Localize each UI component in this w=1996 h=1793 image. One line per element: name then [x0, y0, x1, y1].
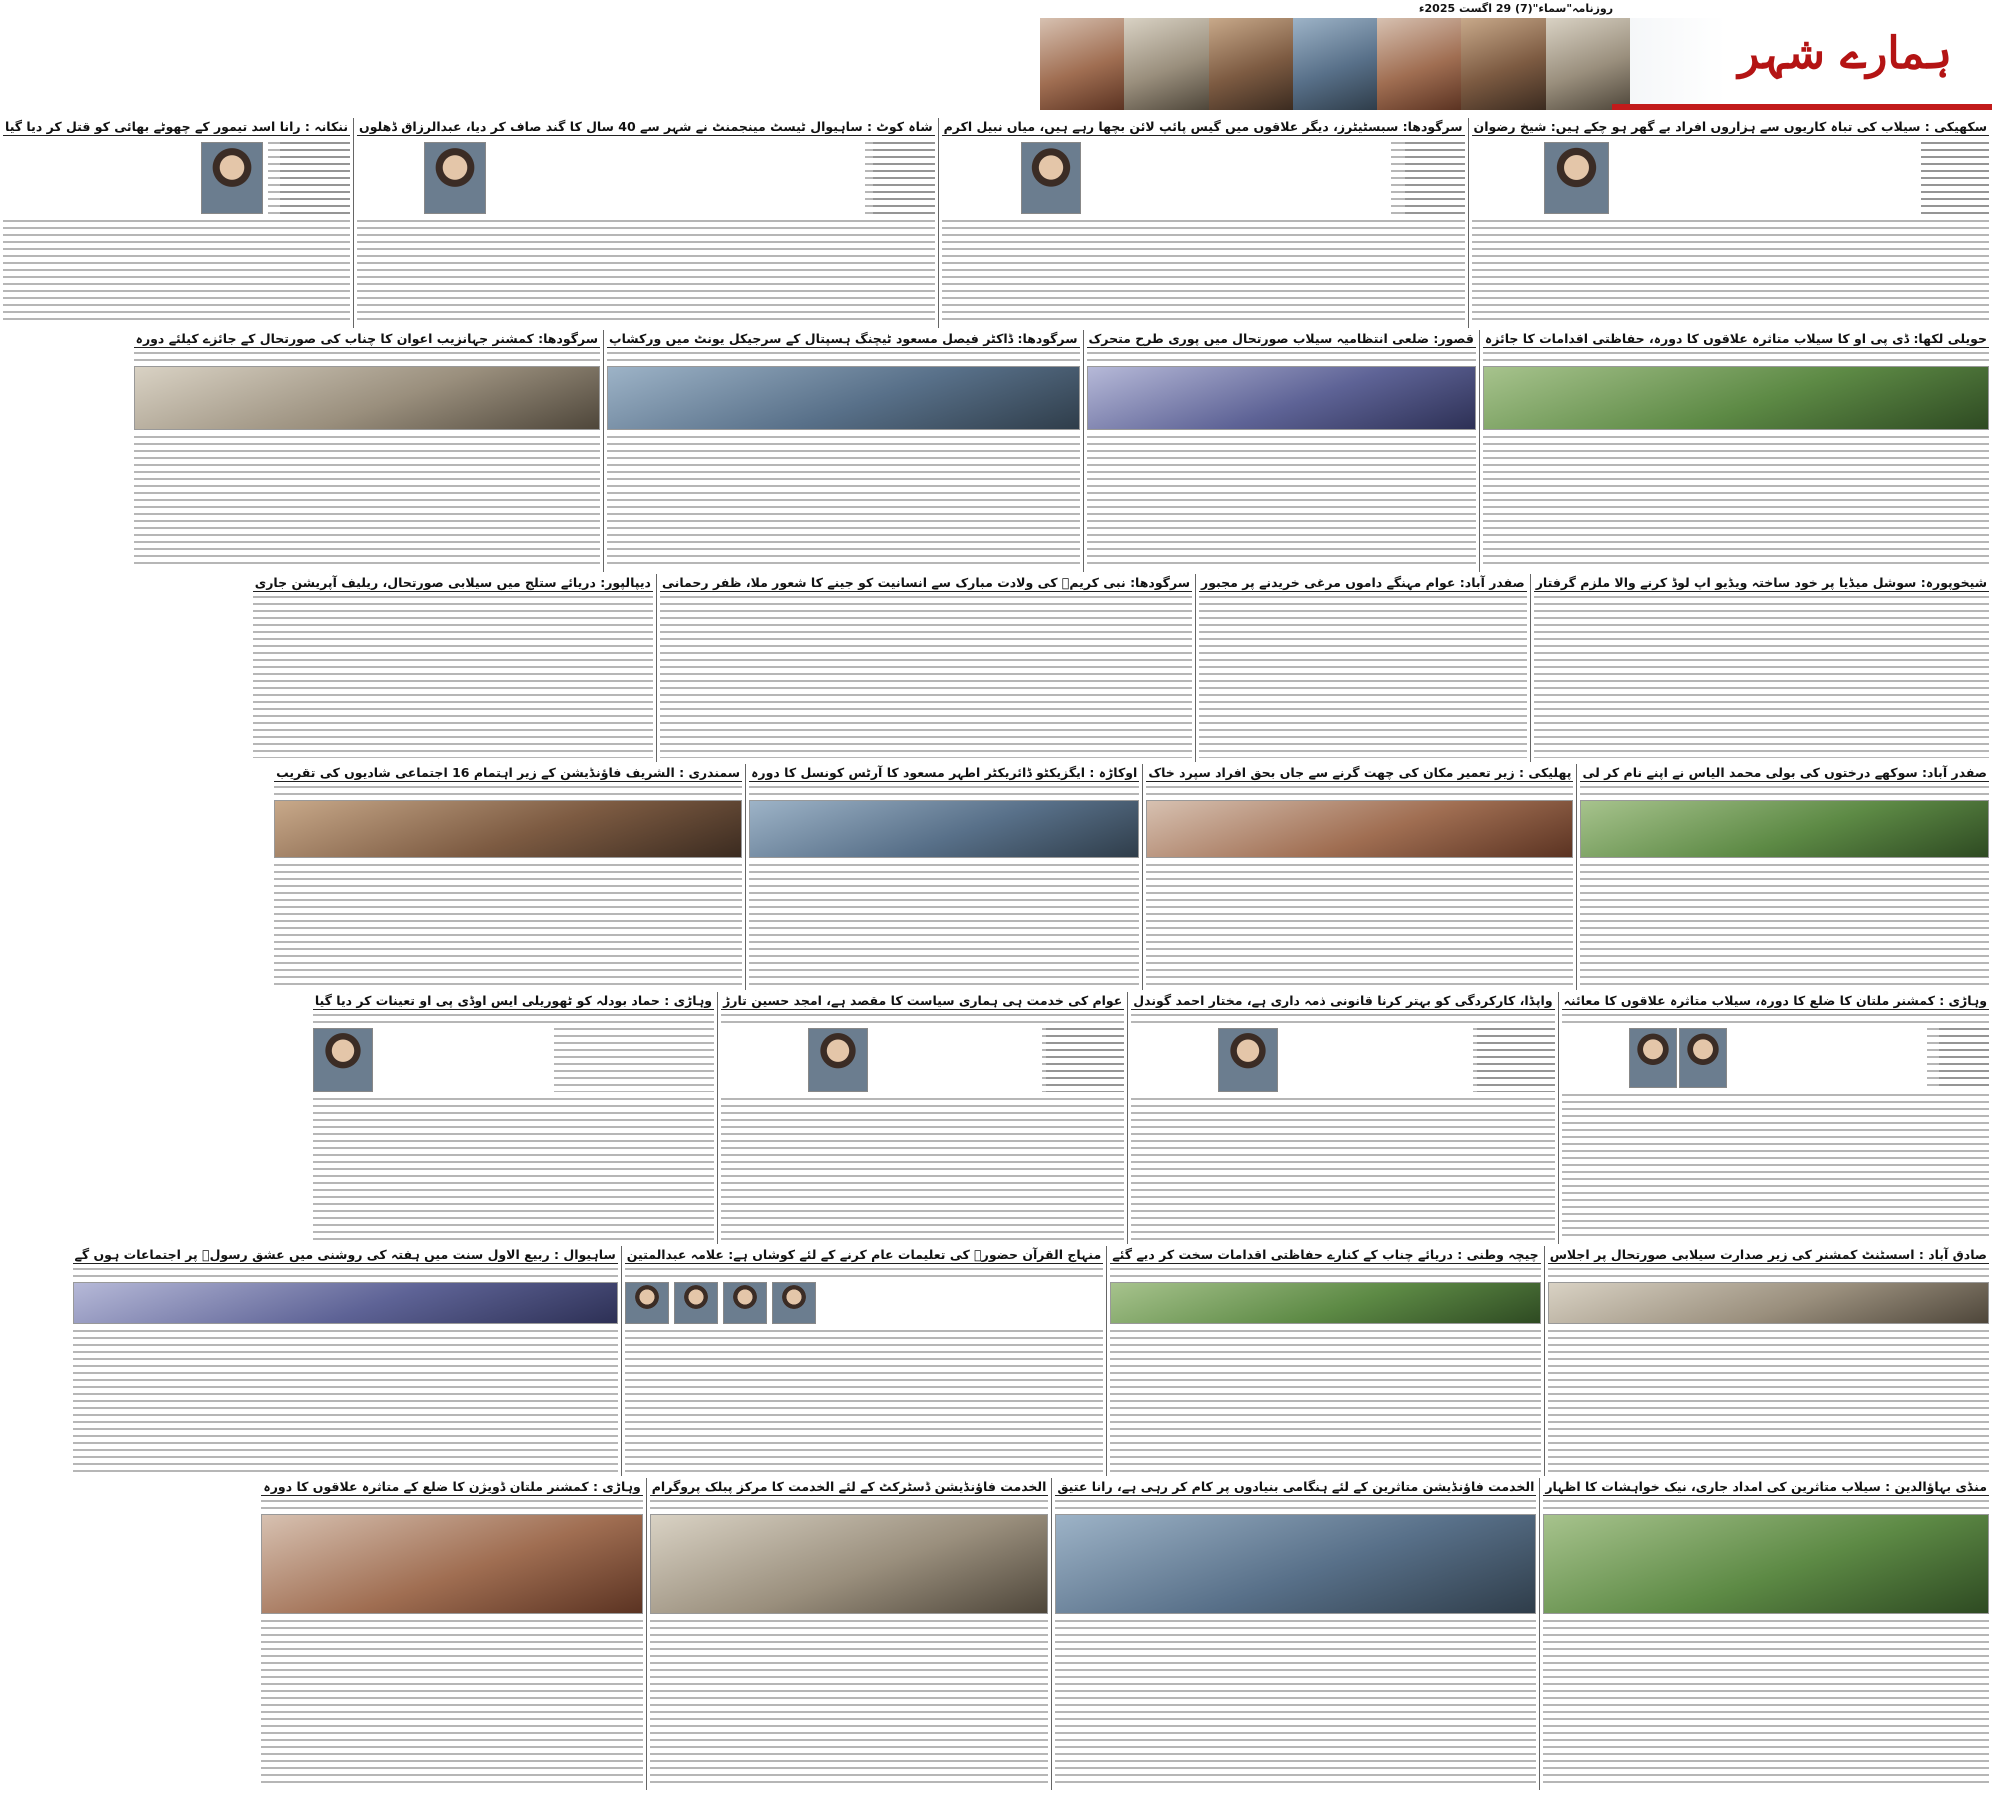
article-text	[660, 596, 1192, 758]
newspaper-page	[5, 0, 1996, 1793]
article-text	[1580, 864, 1989, 986]
news-article	[1051, 1478, 1539, 1790]
article-headline[interactable]: اوکاڑہ : ایگزیکٹو ڈائریکٹر اطہر مسعود کا آرٹس کونسل کا دورہ	[751, 765, 1138, 780]
article-headline[interactable]: واپڈا، کارکردگی کو بہتر کرنا قانونی ذمہ داری ہے، مختار احمد گوندل	[1133, 993, 1553, 1008]
news-photo	[134, 366, 600, 430]
news-row	[263, 1478, 1992, 1790]
news-article	[621, 1246, 1107, 1476]
news-article	[131, 330, 603, 572]
news-photo	[1055, 1514, 1536, 1614]
article-text	[1562, 1094, 1989, 1240]
author-photo	[1021, 142, 1081, 214]
author-photo	[674, 1282, 718, 1324]
author-photo	[1218, 1028, 1278, 1092]
author-photo	[772, 1282, 816, 1324]
news-article	[1468, 118, 1992, 328]
article-text	[1131, 1098, 1554, 1240]
article-subhead	[261, 1500, 642, 1510]
author-photo	[625, 1282, 669, 1324]
article-headline[interactable]: قصور: ضلعی انتظامیہ سیلاب صورتحال میں پوری طرح متحرک	[1088, 331, 1474, 346]
article-text	[261, 1620, 642, 1786]
article-subhead	[313, 1014, 714, 1024]
article-text	[1534, 596, 1989, 758]
news-photo	[261, 1514, 642, 1614]
article-headline[interactable]: ساہیوال : ربیع الاول سنت میں ہفتہ کی روشنی میں عشق رسولؐ پر اجتماعات ہوں گے	[74, 1247, 616, 1262]
masthead-photo	[1209, 18, 1293, 110]
news-article	[1127, 992, 1557, 1244]
news-article	[1142, 764, 1576, 990]
article-subhead	[1543, 1500, 1989, 1510]
article-headline[interactable]: سرگودھا: نبی کریمؐ کی ولادت مبارک سے انسانیت کو جینے کا شعور ملا، ظفر رحمانی	[661, 575, 1191, 590]
article-headline[interactable]: منڈی بہاؤالدین : سیلاب متاثرین کی امداد جاری، نیک خواہشات کا اظہار	[1545, 1479, 1987, 1494]
news-article	[646, 1478, 1052, 1790]
article-subhead	[1131, 1014, 1554, 1024]
author-photo	[313, 1028, 373, 1092]
article-subhead	[1087, 352, 1476, 362]
article-text	[607, 436, 1079, 566]
article-headline[interactable]: حویلی لکھا: ڈی پی او کا سیلاب متاثرہ علاقوں کا دورہ، حفاظتی اقدامات کا جائزہ	[1484, 331, 1987, 346]
article-subhead	[1110, 1268, 1540, 1278]
article-subhead	[607, 352, 1079, 362]
masthead	[1040, 18, 1992, 110]
news-article	[656, 574, 1195, 762]
news-row	[254, 574, 1992, 762]
news-row	[135, 330, 1992, 572]
news-photo	[1087, 366, 1476, 430]
news-article	[271, 764, 745, 990]
author-photo	[1544, 142, 1609, 214]
article-headline[interactable]: سمندری : الشریف فاؤنڈیشن کے زیر اہتمام 16 اجتماعی شادیوں کی تقریب	[276, 765, 741, 780]
article-headline[interactable]: دیپالپور: دریائے ستلج میں سیلابی صورتحال، ریلیف آپریشن جاری	[254, 575, 651, 590]
author-photo	[1629, 1028, 1677, 1088]
article-text	[1146, 864, 1573, 986]
news-photo	[749, 800, 1139, 858]
article-text	[1046, 1028, 1124, 1092]
article-text	[1199, 596, 1527, 758]
news-photo	[1146, 800, 1573, 858]
article-headline[interactable]: چیچہ وطنی : دریائے چناب کے کنارے حفاظتی اقدامات سخت کر دیے گئے	[1112, 1247, 1539, 1262]
article-text	[1110, 1330, 1540, 1472]
news-article	[745, 764, 1142, 990]
article-text	[73, 1330, 618, 1472]
author-photo	[723, 1282, 767, 1324]
article-subhead	[134, 352, 600, 362]
article-text	[625, 1330, 1104, 1472]
author-photo	[1679, 1028, 1727, 1088]
article-headline[interactable]: الخدمت فاؤنڈیشن ڈسٹرکٹ کے لئے الخدمت کا مرکز پبلک پروگرام	[651, 1479, 1047, 1494]
article-text	[1921, 142, 1989, 214]
news-photo	[1580, 800, 1989, 858]
article-text	[1472, 220, 1989, 324]
article-headline[interactable]: صفدر آباد: سوکھے درختوں کی بولی محمد الیاس نے اپنے نام کر لی	[1582, 765, 1987, 780]
masthead-photo-strip	[1040, 18, 1630, 110]
article-text	[1391, 142, 1465, 214]
author-photo	[424, 142, 486, 214]
masthead-photo	[1546, 18, 1630, 110]
news-photo	[607, 366, 1079, 430]
news-photo	[1110, 1282, 1540, 1324]
article-text	[1087, 436, 1476, 566]
article-text	[650, 1620, 1049, 1786]
article-text	[1939, 1028, 1989, 1088]
article-headline[interactable]: وہاڑی : حماد بودلہ کو ٹھوریلی ایس اوڈی پی او تعینات کر دیا گیا	[314, 993, 713, 1008]
article-headline[interactable]: پھلیکی : زیر تعمیر مکان کی چھت گرنے سے جاں بحق افراد سپرد خاک	[1148, 765, 1572, 780]
masthead-photo	[1461, 18, 1545, 110]
news-photo	[1483, 366, 1989, 430]
article-text	[313, 1098, 714, 1240]
news-row	[74, 1246, 1992, 1476]
article-headline[interactable]: وہاڑی : کمشنر ملتان ڈویژن کا ضلع کے متاثرہ علاقوں کا دورہ	[263, 1479, 641, 1494]
news-article	[1576, 764, 1992, 990]
dateline: روزنامہ"سماء"(7) 29 اگست 2025ء	[1418, 2, 1614, 15]
article-subhead	[749, 786, 1139, 796]
article-headline[interactable]: سکھیکی : سیلاب کی تباہ کاریوں سے ہزاروں افراد بے گھر ہو چکے ہیں: شیخ رضوان	[1473, 119, 1987, 134]
article-text	[1477, 1028, 1555, 1092]
article-headline[interactable]: ننکانہ : رانا اسد تیمور کے چھوٹے بھائی کو قتل کر دیا گیا	[5, 119, 349, 134]
news-photo	[274, 800, 742, 858]
article-headline[interactable]: الخدمت فاؤنڈیشن متاثرین کے لئے ہنگامی بنیادوں پر کام کر رہی ہے، رانا عتیق	[1057, 1479, 1535, 1494]
news-article	[1106, 1246, 1543, 1476]
news-photo	[1548, 1282, 1989, 1324]
news-article	[310, 992, 717, 1244]
news-article	[1479, 330, 1992, 572]
article-subhead	[1146, 786, 1573, 796]
news-article	[717, 992, 1127, 1244]
article-headline[interactable]: وہاڑی : کمشنر ملتان کا ضلع کا دورہ، سیلاب متاثرہ علاقوں کا معائنہ	[1563, 993, 1987, 1008]
article-subhead	[274, 786, 742, 796]
news-article	[1530, 574, 1992, 762]
article-text	[274, 864, 742, 986]
article-text	[554, 1028, 714, 1092]
article-headline[interactable]: صفدر آباد: عوام مہنگے داموں مرغی خریدنے پر مجبور	[1201, 575, 1525, 590]
news-article	[603, 330, 1082, 572]
article-subhead	[721, 1014, 1124, 1024]
news-article	[1539, 1478, 1992, 1790]
article-subhead	[73, 1268, 618, 1278]
article-text	[749, 864, 1139, 986]
news-photo	[650, 1514, 1049, 1614]
article-text	[134, 436, 600, 566]
masthead-photo	[1124, 18, 1208, 110]
article-text	[253, 596, 653, 758]
news-row	[276, 764, 1992, 990]
article-text	[721, 1098, 1124, 1240]
article-text	[357, 220, 935, 324]
news-article	[1195, 574, 1530, 762]
news-article	[258, 1478, 645, 1790]
article-text	[1543, 1620, 1989, 1786]
author-photo	[808, 1028, 868, 1092]
news-article	[0, 118, 353, 328]
author-photo	[201, 142, 263, 214]
news-article	[1544, 1246, 1992, 1476]
section-title: ہمارے شہر	[1738, 28, 1952, 79]
news-photo	[73, 1282, 618, 1324]
masthead-photo	[1293, 18, 1377, 110]
article-headline[interactable]: صادق آباد : اسسٹنٹ کمشنر کی زیر صدارت سیلابی صورتحال پر اجلاس	[1549, 1247, 1987, 1262]
news-article	[938, 118, 1468, 328]
article-subhead	[1562, 1014, 1989, 1024]
article-headline[interactable]: عوام کی خدمت ہی ہماری سیاست کا مقصد ہے، امجد حسین تارڑ	[723, 993, 1123, 1008]
article-text	[942, 220, 1465, 324]
article-subhead	[1548, 1268, 1989, 1278]
article-headline[interactable]: منہاج القرآن حضورؐ کی تعلیمات عام کرنے کے لئے کوشاں ہے: علامہ عبدالمتین	[626, 1247, 1102, 1262]
article-text	[3, 220, 350, 324]
masthead-photo	[1040, 18, 1124, 110]
article-headline[interactable]: شاہ کوٹ : ساہیوال ٹیسٹ مینجمنٹ نے شہر سے 40 سال کا گند صاف کر دیا، عبدالرزاق ڈھلوں	[359, 119, 933, 134]
news-row	[314, 992, 1992, 1244]
article-text	[1055, 1620, 1536, 1786]
article-text	[1548, 1330, 1989, 1472]
article-subhead	[1580, 786, 1989, 796]
article-headline[interactable]: سرگودھا: ڈاکٹر فیصل مسعود ٹیچنگ ہسپتال کے سرجیکل یونٹ میں ورکشاپ	[609, 331, 1078, 346]
news-row	[5, 118, 1992, 328]
news-article	[70, 1246, 621, 1476]
masthead-photo	[1377, 18, 1461, 110]
news-article	[1083, 330, 1479, 572]
article-text	[873, 142, 935, 214]
news-article	[353, 118, 938, 328]
article-subhead	[1483, 352, 1989, 362]
news-article	[250, 574, 656, 762]
masthead-accent-strip	[1612, 104, 1992, 110]
article-text	[1483, 436, 1989, 566]
article-subhead	[650, 1500, 1049, 1510]
article-headline[interactable]: سرگودھا: سبسٹیٹرز، دیگر علاقوں میں گیس پائپ لائن بچھا رہے ہیں، میاں نبیل اکرم	[943, 119, 1463, 134]
article-headline[interactable]: سرگودھا: کمشنر جہانزیب اعوان کا چناب کی صورتحال کے جائزے کیلئے دورہ	[135, 331, 599, 346]
news-article	[1558, 992, 1992, 1244]
article-text	[280, 142, 350, 214]
article-headline[interactable]: شیخوپورہ: سوشل میڈیا پر خود ساختہ ویڈیو اپ لوڈ کرنے والا ملزم گرفتار	[1535, 575, 1987, 590]
news-photo	[1543, 1514, 1989, 1614]
article-subhead	[1055, 1500, 1536, 1510]
article-subhead	[625, 1268, 1104, 1278]
